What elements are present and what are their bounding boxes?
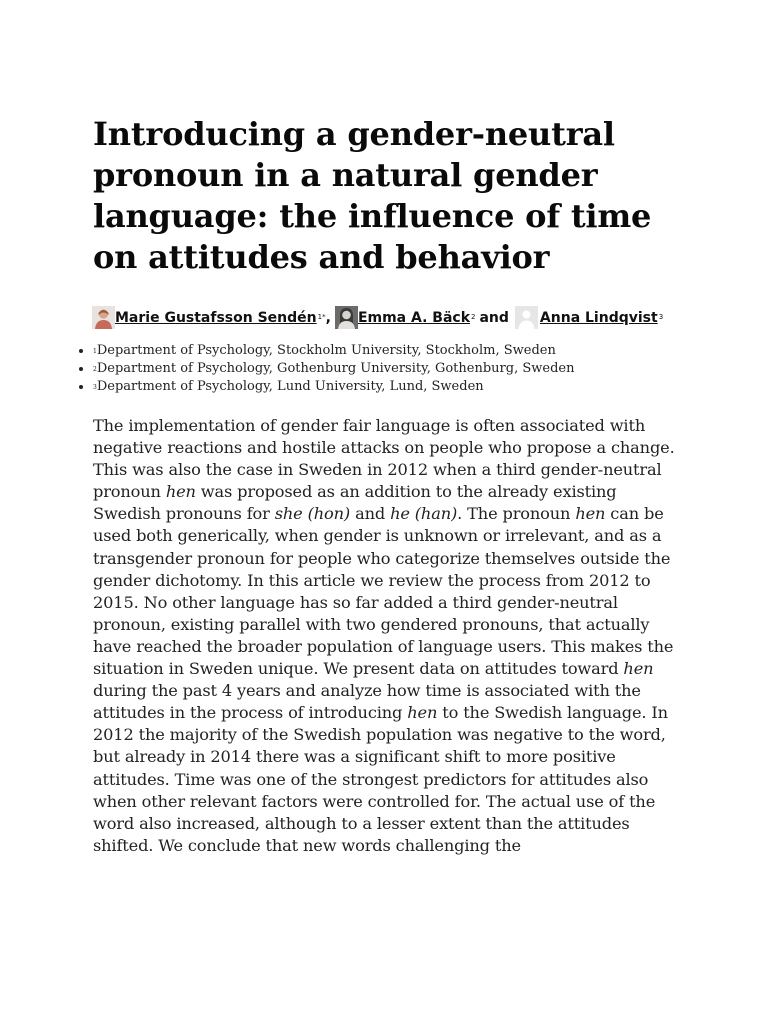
abstract-emphasis: she (hon) [274,504,351,524]
affiliation-number: 1 [93,348,97,355]
affiliation-item [93,361,678,379]
affiliation-list [71,343,678,397]
abstract-emphasis: hen [575,504,606,524]
placeholder-avatar-icon [515,306,538,329]
abstract-emphasis: he (han) [390,504,458,524]
abstract-segment: was proposed as an addition to the already existing Swedish pronouns for [93,482,617,524]
abstract-emphasis: hen [165,482,196,502]
affiliation-text: Department of Psychology, Gothenburg University, Gothenburg, Sweden [96,361,575,376]
affiliation-text: Department of Psychology, Lund University, Lund, Sweden [96,379,484,394]
abstract-segment: during the past 4 years and analyze how time is associated with the attitudes in the process of introducing [93,681,641,723]
author-separator: and [479,310,509,326]
author-separator: , [325,310,331,326]
abstract-segment: and [350,504,391,524]
affiliation-item [93,343,678,361]
affiliation-number: 2 [93,366,97,373]
photo-avatar-icon [92,306,115,329]
article-page [93,114,678,873]
photo-avatar-icon [335,306,358,329]
abstract-segment: . The pronoun [457,504,576,524]
abstract-emphasis: hen [407,703,438,723]
abstract-text [93,415,678,857]
author-affiliation-mark: 2 [471,313,476,321]
article-title: Introducing a gender-neutral pronoun in a natural gender language: the influence of time on attitudes and behavior [93,115,652,276]
abstract-emphasis: hen [623,659,654,679]
author-link[interactable]: Emma A. Bäck [357,310,471,326]
affiliation-number: 3 [93,384,97,391]
affiliation-item [93,379,678,397]
abstract-segment: to the Swedish language. In 2012 the majority of the Swedish population was negative to the word, but already in 2014 there was a significant shift to more positive attitudes. Time was one of the strongest predictors for attitudes also when other relevant factors were controlled for. The actual use of the word also increased, although to a lesser extent than the attitudes shifted. We conclude that new words challenging the [93,703,668,855]
author-affiliation-mark: 1* [317,313,326,321]
author-link[interactable]: Anna Lindqvist [539,310,658,326]
affiliation-text: Department of Psychology, Stockholm University, Stockholm, Sweden [96,343,556,358]
abstract-segment: can be used both generically, when gender is unknown or irrelevant, and as a transgender pronoun for people who categorize themselves outside the gender dichotomy. In this article we review the process from 2012 to 2015. No other language has so far added a third gender-neutral pronoun, existing parallel with two gendered pronouns, that actually have reached the broader population of language users. This makes the situation in Sweden unique. We present data on attitudes toward [93,504,674,679]
author-affiliation-mark: 3 [658,313,664,321]
author-link[interactable]: Marie Gustafsson Sendén [115,310,317,326]
abstract-segment: The implementation of gender fair language is often associated with negative reactions and hostile attacks on people who propose a change. This was also the case in Sweden in 2012 when a third gender-neutral pronoun [93,416,675,502]
author-list [92,306,678,329]
